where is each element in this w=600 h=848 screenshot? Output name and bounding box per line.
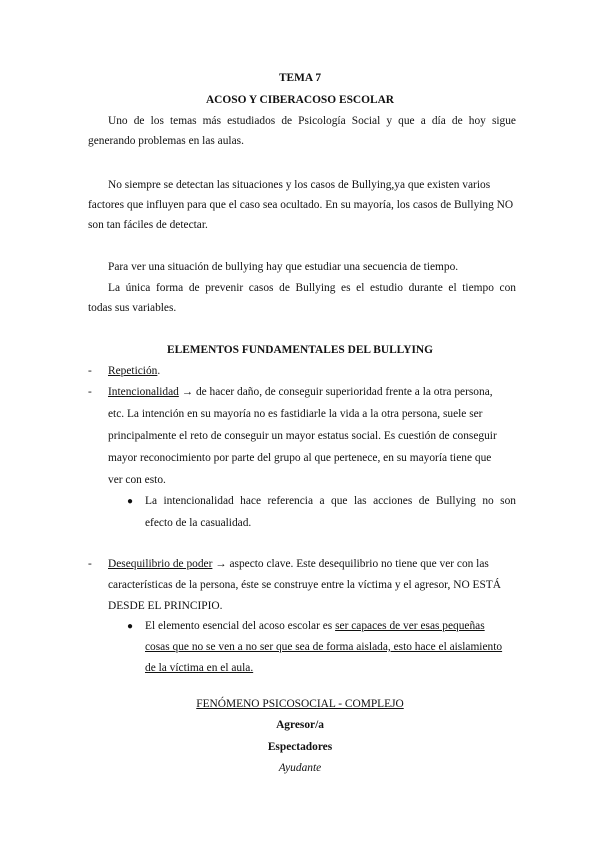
desequilibrio-bullet-prefix: El elemento esencial del acoso escolar es [145, 620, 336, 632]
item-desequilibrio-first-line [108, 557, 489, 571]
list-dash: - [88, 558, 92, 570]
intro-line-1: Uno de los temas más estudiados de Psicología Social y que a día de hoy sigue [108, 115, 516, 127]
item-intencionalidad-first-line [108, 385, 493, 399]
intencionalidad-bullet-line-1: La intencionalidad hace referencia a que las acciones de Bullying no son [145, 495, 516, 507]
intencionalidad-bullet-line-2: efecto de la casualidad. [145, 517, 252, 529]
para4-line-1: La única forma de prevenir casos de Bullying es el estudio durante el tiempo con [108, 282, 516, 294]
list-dash: - [88, 386, 92, 398]
item-desequilibrio-line-3: DESDE EL PRINCIPIO. [108, 600, 223, 612]
item-intencionalidad-first-rest: → de hacer daño, de conseguir superioridad frente a la otra persona, [178, 386, 493, 398]
item-intencionalidad-line-2: etc. La intención en su mayoría no es fastidiarle la vida a la otra persona, suele ser [108, 408, 483, 420]
para2-line-3: son tan fáciles de detectar. [88, 219, 208, 231]
item-intencionalidad-line-3: principalmente el reto de conseguir un mayor estatus social. Es cuestión de conseguir [108, 430, 497, 442]
intro-line-2: generando problemas en las aulas. [88, 135, 244, 147]
item-desequilibrio-term: Desequilibrio de poder [108, 558, 213, 570]
item-repeticion-term: Repetición [108, 365, 158, 377]
role-ayudante: Ayudante [278, 762, 322, 774]
fenomeno-heading: FENÓMENO PSICOSOCIAL - COMPLEJO [196, 698, 404, 710]
section-heading: ELEMENTOS FUNDAMENTALES DEL BULLYING [167, 344, 433, 356]
bullet-glyph: ● [127, 621, 134, 632]
para2-line-1: No siempre se detectan las situaciones y los casos de Bullying,ya que existen varios [108, 179, 491, 191]
item-repeticion-rest: . [157, 365, 161, 377]
list-dash: - [88, 365, 92, 377]
role-agresor: Agresor/a [276, 719, 324, 731]
role-espectadores: Espectadores [267, 741, 333, 753]
document-title: TEMA 7 [278, 72, 322, 84]
desequilibrio-bullet-line-3: de la víctima en el aula. [145, 662, 254, 674]
para4-line-2: todas sus variables. [88, 302, 177, 314]
item-desequilibrio-first-rest: → aspecto clave. Este desequilibrio no tiene que ver con las [212, 558, 489, 570]
document-subtitle: ACOSO Y CIBERACOSO ESCOLAR [205, 94, 395, 106]
para2-line-2: factores que influyen para que el caso sea ocultado. En su mayoría, los casos de Bullying NO [88, 199, 514, 211]
bullet-glyph: ● [127, 496, 134, 507]
item-intencionalidad-line-5: ver con esto. [108, 474, 166, 486]
desequilibrio-bullet-underlined-1: ser capaces de ver esas pequeñas [335, 620, 485, 632]
desequilibrio-bullet-line-2: cosas que no se ven a no ser que sea de forma aislada, esto hace el aislamiento [145, 641, 503, 653]
desequilibrio-bullet-line-1 [145, 619, 485, 633]
para3-line: Para ver una situación de bullying hay que estudiar una secuencia de tiempo. [108, 261, 459, 273]
item-desequilibrio-line-2: características de la persona, éste se construye entre la víctima y el agresor, NO ESTÁ [108, 579, 501, 591]
item-repeticion [108, 364, 160, 378]
item-intencionalidad-line-4: mayor reconocimiento por parte del grupo al que pertenece, en su mayoría tiene que [108, 452, 492, 464]
item-intencionalidad-term: Intencionalidad [108, 386, 179, 398]
